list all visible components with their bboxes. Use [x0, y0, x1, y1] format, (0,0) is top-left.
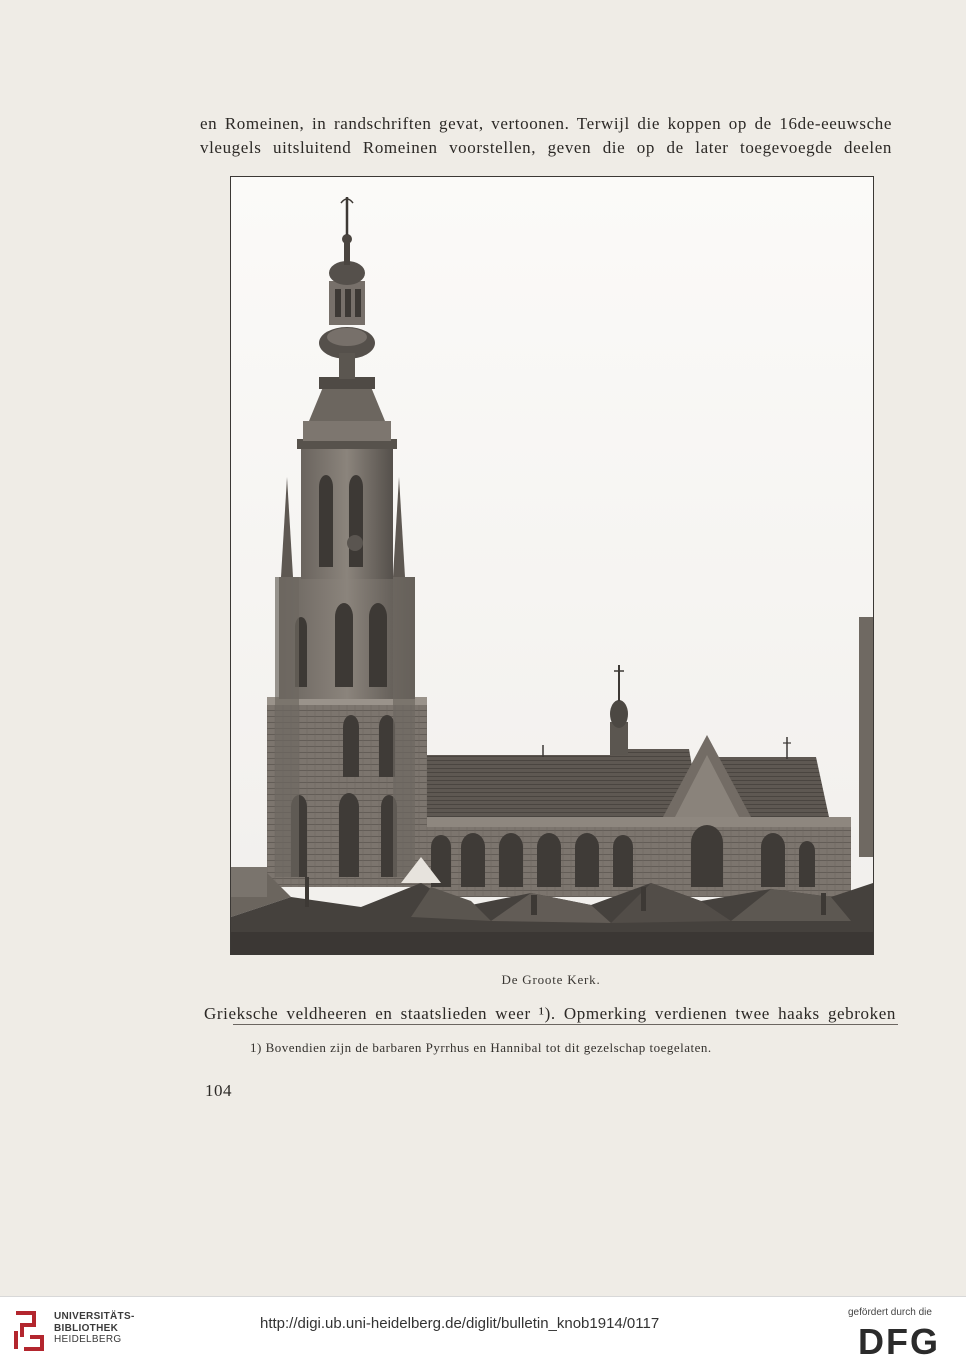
library-name-line: BIBLIOTHEK — [54, 1322, 119, 1334]
church-photograph — [230, 176, 874, 955]
figure-caption: De Groote Kerk. — [501, 972, 601, 987]
body-text-line: en Romeinen, in randschriften gevat, vertoonen. Terwijl die koppen op de 16de-eeuwsche — [200, 114, 892, 133]
funding-label: gefördert durch die — [848, 1307, 932, 1318]
library-name-line: HEIDELBERG — [54, 1334, 122, 1345]
university-library-logo-icon[interactable] — [12, 1309, 46, 1353]
page-number: 104 — [205, 1081, 232, 1100]
library-name[interactable] — [54, 1311, 135, 1346]
body-text-line: vleugels uitsluitend Romeinen voorstellen, geven die op de later toegevoegde deelen — [200, 138, 892, 157]
library-name-line: UNIVERSITÄTS- — [54, 1311, 135, 1322]
permalink-url[interactable]: http://digi.ub.uni-heidelberg.de/diglit/bulletin_knob1914/0117 — [260, 1315, 660, 1332]
church-photo-illustration — [231, 177, 873, 954]
body-text-line: Grieksche veldheeren en staatslieden weer ¹). Opmerking verdienen twee haaks gebroken — [204, 1004, 896, 1023]
footnote: 1) Bovendien zijn de barbaren Pyrrhus en Hannibal tot dit gezelschap toegelaten. — [250, 1040, 712, 1055]
dfg-logo[interactable]: DFG — [858, 1321, 940, 1362]
footnote-divider — [233, 1024, 898, 1025]
viewer-footer — [0, 1296, 966, 1366]
